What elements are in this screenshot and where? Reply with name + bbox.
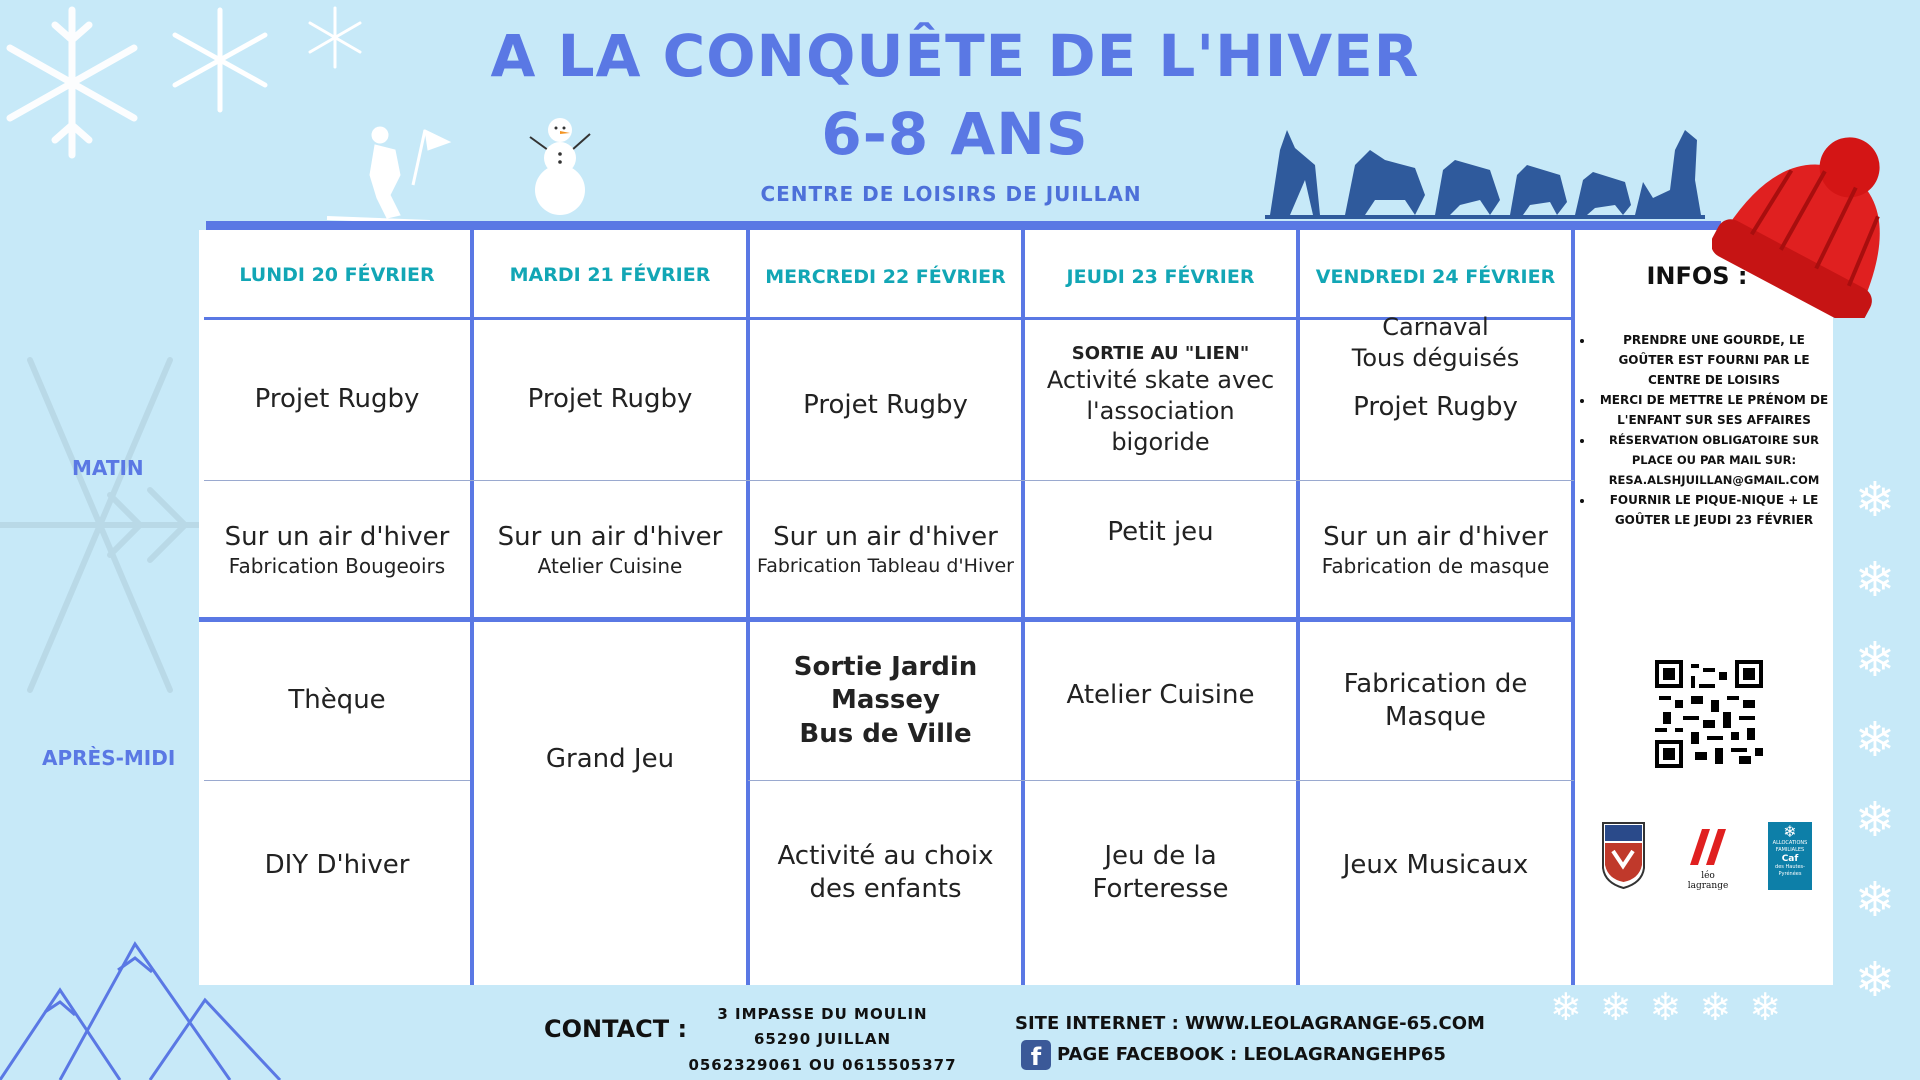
website-link[interactable]: SITE INTERNET : WWW.LEOLAGRANGE-65.COM: [1015, 1013, 1485, 1034]
day-header-wednesday: MERCREDI 22 FÉVRIER: [765, 266, 1006, 288]
qr-code[interactable]: [1655, 660, 1763, 768]
info-item: • RÉSERVATION OBLIGATOIRE SUR PLACE OU PAR MAIL SUR: RESA.ALSHJUILLAN@GMAIL.COM: [1594, 430, 1834, 490]
wed-afternoon-2: Activité au choix des enfants: [777, 840, 994, 904]
info-item: • PRENDRE UNE GOURDE, LE GOÛTER EST FOURNI PAR LE CENTRE DE LOISIRS: [1594, 330, 1834, 390]
phone-numbers: 0562329061 OU 0615505377: [688, 1056, 957, 1074]
caf-logo-line3: des Hautes-Pyrénées: [1775, 864, 1805, 877]
activity-sub: Fabrication Bougeoirs: [228, 553, 446, 578]
tue-morning-2: [474, 483, 746, 617]
transport: Bus de Ville: [799, 718, 972, 749]
page-title: A LA CONQUÊTE DE L'HIVER: [490, 22, 1420, 90]
wed-morning-2: [750, 483, 1021, 617]
costume-label: Tous déguisés: [1351, 343, 1520, 372]
mon-morning-2: [204, 483, 470, 617]
leo-lagrange-mark: [1680, 827, 1736, 867]
snowflake-cluster-bottom: ❄❄❄❄❄: [1550, 985, 1800, 1029]
infos-title: INFOS :: [1646, 262, 1748, 290]
thu-afternoon-2: Jeu de la Forteresse: [1092, 840, 1229, 904]
afternoon-label: APRÈS-MIDI: [42, 746, 176, 770]
garden-outing: Sortie Jardin: [793, 652, 978, 683]
day-header-thursday: JEUDI 23 FÉVRIER: [1066, 266, 1255, 288]
contact-label: CONTACT :: [544, 1015, 688, 1043]
thu-afternoon-1: Atelier Cuisine: [1066, 680, 1255, 711]
fri-afternoon-2: Jeux Musicaux: [1342, 849, 1529, 880]
caf-logo-line2: Caf: [1781, 854, 1799, 864]
infos-list: [1580, 330, 1834, 530]
activity-sub: Fabrication de masque: [1321, 553, 1550, 578]
activity-main: Sur un air d'hiver: [773, 522, 998, 553]
caf-logo: [1768, 822, 1812, 890]
morning-label: MATIN: [72, 456, 144, 480]
mon-morning-1: Projet Rugby: [254, 384, 420, 415]
rugby-label: Projet Rugby: [1353, 392, 1518, 423]
row-divider: [748, 780, 1574, 781]
activity-sub: Atelier Cuisine: [537, 553, 683, 578]
activity-sub: Fabrication Tableau d'Hiver: [757, 555, 1014, 578]
carnival-label: Carnaval: [1382, 313, 1489, 341]
address-line1: 3 IMPASSE DU MOULIN: [717, 1005, 928, 1023]
age-range: 6-8 ANS: [821, 100, 1089, 168]
day-header-tuesday: MARDI 21 FÉVRIER: [509, 264, 711, 286]
facebook-link[interactable]: PAGE FACEBOOK : LEOLAGRANGEHP65: [1057, 1044, 1446, 1065]
caf-logo-line1: ALLOCATIONS FAMILIALES: [1772, 840, 1808, 853]
caf-logo-icon: ❄: [1783, 822, 1797, 841]
outing-description: Activité skate avec l'association bigoride: [1046, 366, 1275, 456]
row-divider: [204, 780, 470, 781]
tue-afternoon: Grand Jeu: [545, 743, 675, 774]
day-header-monday: LUNDI 20 FÉVRIER: [239, 264, 435, 286]
info-item: • FOURNIR LE PIQUE-NIQUE + LE GOÛTER LE JEUDI 23 FÉVRIER: [1594, 490, 1834, 530]
snowflake-cluster-right: ❄ ❄ ❄ ❄ ❄ ❄ ❄: [1854, 472, 1896, 1008]
activity-main: Sur un air d'hiver: [224, 521, 450, 552]
day-header-friday: VENDREDI 24 FÉVRIER: [1315, 266, 1556, 288]
center-name: CENTRE DE LOISIRS DE JUILLAN: [760, 182, 1142, 206]
info-item: • MERCI DE METTRE LE PRÉNOM DE L'ENFANT SUR SES AFFAIRES: [1594, 390, 1834, 430]
fri-morning-1: [1300, 312, 1571, 432]
activity-main: Sur un air d'hiver: [1323, 521, 1548, 552]
activity-main: Sur un air d'hiver: [497, 521, 723, 552]
thu-morning-2: Petit jeu: [1107, 517, 1214, 548]
facebook-icon: f: [1021, 1040, 1051, 1070]
wed-afternoon-1: [750, 622, 1021, 780]
tue-morning-1: Projet Rugby: [527, 384, 693, 415]
column-divider: [1571, 230, 1575, 985]
thu-morning-1: [1025, 320, 1296, 480]
leo-lagrange-text: léo lagrange: [1687, 871, 1729, 891]
mon-afternoon-1: Thèque: [288, 685, 386, 716]
leo-lagrange-logo: [1680, 827, 1736, 889]
address-line2: 65290 JUILLAN: [753, 1030, 892, 1048]
garden-name: Massey: [831, 685, 940, 716]
large-snowflake-icon: [0, 330, 205, 720]
fri-morning-2: [1300, 483, 1571, 617]
wed-morning-1: Projet Rugby: [803, 390, 968, 421]
mon-afternoon-2: DIY D'hiver: [264, 849, 410, 880]
outing-title: SORTIE AU "LIEN": [1071, 343, 1250, 365]
juillan-crest-logo: [1601, 821, 1646, 890]
fri-afternoon-1: Fabrication de Masque: [1343, 668, 1528, 732]
table-top-bar: [206, 221, 1721, 230]
